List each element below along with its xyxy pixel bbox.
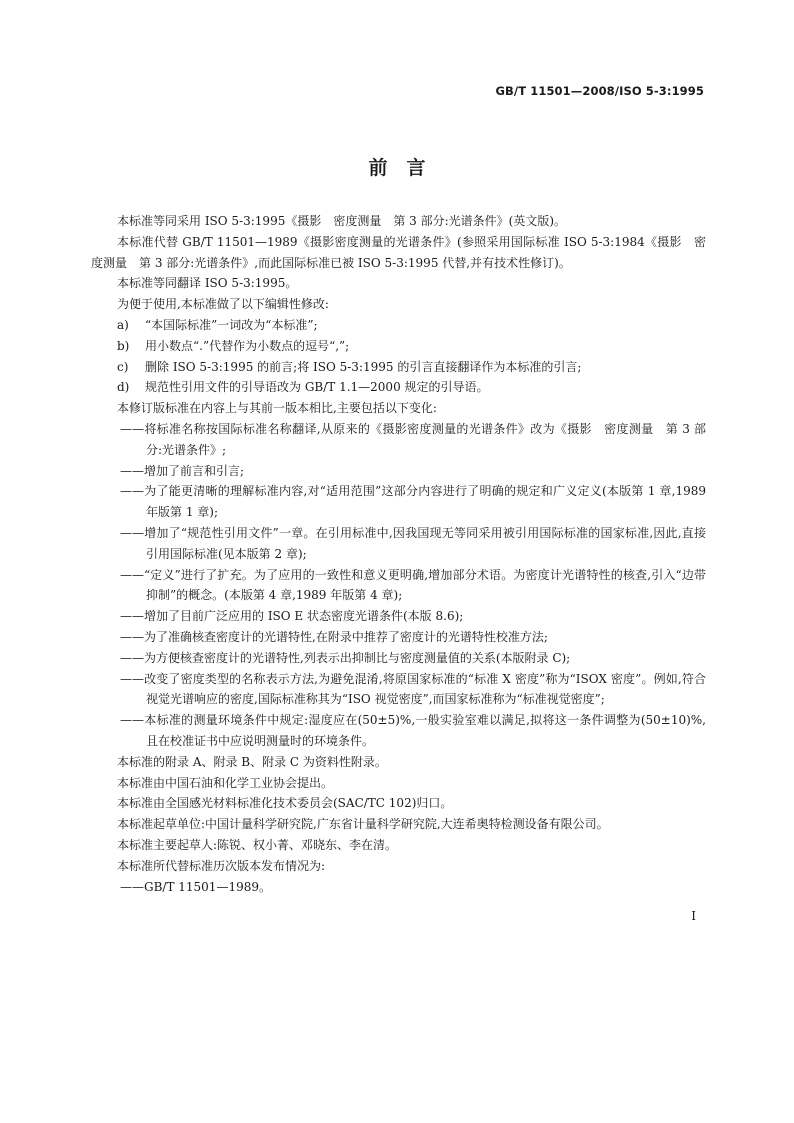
list-item-text: “本国际标准”一词改为“本标准”; (145, 317, 318, 332)
paragraph: 本标准由中国石油和化学工业协会提出。 (117, 775, 334, 790)
list-item-text: 用小数点“.”代替作为小数点的逗号“,”; (145, 338, 350, 353)
list-marker: a) (117, 317, 129, 332)
edit-item (91, 336, 706, 357)
list-item-text: 规范性引用文件的引导语改为 GB/T 1.1—2000 规定的引导语。 (145, 380, 489, 395)
list-marker: b) (117, 338, 130, 353)
paragraph: 本标准由全国感光材料标准化技术委员会(SAC/TC 102)归口。 (117, 796, 453, 811)
paragraph: 为便于使用,本标准做了以下编辑性修改: (117, 297, 329, 312)
change-item: ——增加了前言和引言; (120, 463, 245, 478)
change-item: ——本标准的测量环境条件中规定:湿度应在(50±5)%,一般实验室难以满足,拟将这一条件调整为(50±10)%,且在校准证书中应说明测量时的环境条件。 (120, 713, 706, 748)
preface-body (91, 211, 706, 897)
edit-item (91, 357, 706, 378)
paragraph: 本标准等同采用 ISO 5-3:1995《摄影 密度测量 第 3 部分:光谱条件》(英文版)。 (117, 214, 567, 228)
standard-code-header: GB/T 11501—2008/ISO 5-3:1995 (495, 84, 704, 98)
change-item: ——“定义”进行了扩充。为了应用的一致性和意义更明确,增加部分术语。为密度计光谱特性的核查,引入“边带抑制”的概念。(本版第 4 章,1989 年版第 4 章); (120, 567, 706, 603)
change-item: ——为了能更清晰的理解标准内容,对“适用范围”这部分内容进行了明确的规定和广义定义(本版第 1 章,1989 年版第 1 章); (120, 484, 706, 520)
paragraph: 本标准的附录 A、附录 B、附录 C 为资料性附录。 (117, 754, 387, 769)
list-item-text: 删除 ISO 5-3:1995 的前言;将 ISO 5-3:1995 的引言直接翻译作为本标准的引言; (145, 359, 582, 374)
change-item: ——增加了“规范性引用文件”一章。在引用标准中,因我国现无等同采用被引用国际标准的国家标准,因此,直接引用国际标准(见本版第 2 章); (120, 525, 706, 561)
list-marker: d) (117, 380, 130, 395)
paragraph: 本标准等同翻译 ISO 5-3:1995。 (117, 276, 298, 291)
change-item: ——为了准确核查密度计的光谱特性,在附录中推荐了密度计的光谱特性校准方法; (120, 629, 548, 644)
page-number: I (691, 909, 696, 923)
paragraph: 本标准所代替标准历次版本发布情况为: (117, 858, 326, 873)
change-item: ——为方便核查密度计的光谱特性,列表示出抑制比与密度测量值的关系(本版附录 C); (120, 650, 571, 665)
page-title: 前 言 (368, 157, 426, 179)
paragraph: 本修订版标准在内容上与其前一版本相比,主要包括以下变化: (117, 401, 437, 416)
list-marker: c) (117, 359, 129, 374)
change-item: ——改变了密度类型的名称表示方法,为避免混淆,将原国家标准的“标准 X 密度”称为“ISOX 密度”。例如,符合视觉光谱响应的密度,国际标准称其为“ISO 视觉密度”,而国家标准称为“标准视觉密度”; (120, 671, 706, 707)
change-item: ——增加了目前广泛应用的 ISO E 状态密度光谱条件(本版 8.6); (120, 609, 464, 624)
paragraph: 本标准主要起草人:陈锐、权小菁、邓晓东、李在清。 (117, 837, 398, 852)
paragraph: 本标准起草单位:中国计量科学研究院,广东省计量科学研究院,大连希奥特检测设备有限公司。 (117, 817, 609, 832)
edit-item (91, 377, 706, 398)
history-item: ——GB/T 11501—1989。 (120, 879, 271, 894)
edit-item (91, 315, 706, 336)
paragraph: 本标准代替 GB/T 11501—1989《摄影密度测量的光谱条件》(参照采用国际标准 ISO 5-3:1984《摄影 密度测量 第 3 部分:光谱条件》,而此国际标准已被 ISO 5-3:1995 代替,并有技术性修订)。 (91, 234, 706, 270)
change-item: ——将标准名称按国际标准名称翻译,从原来的《摄影密度测量的光谱条件》改为《摄影 密度测量 第 3 部分:光谱条件》; (120, 421, 706, 457)
